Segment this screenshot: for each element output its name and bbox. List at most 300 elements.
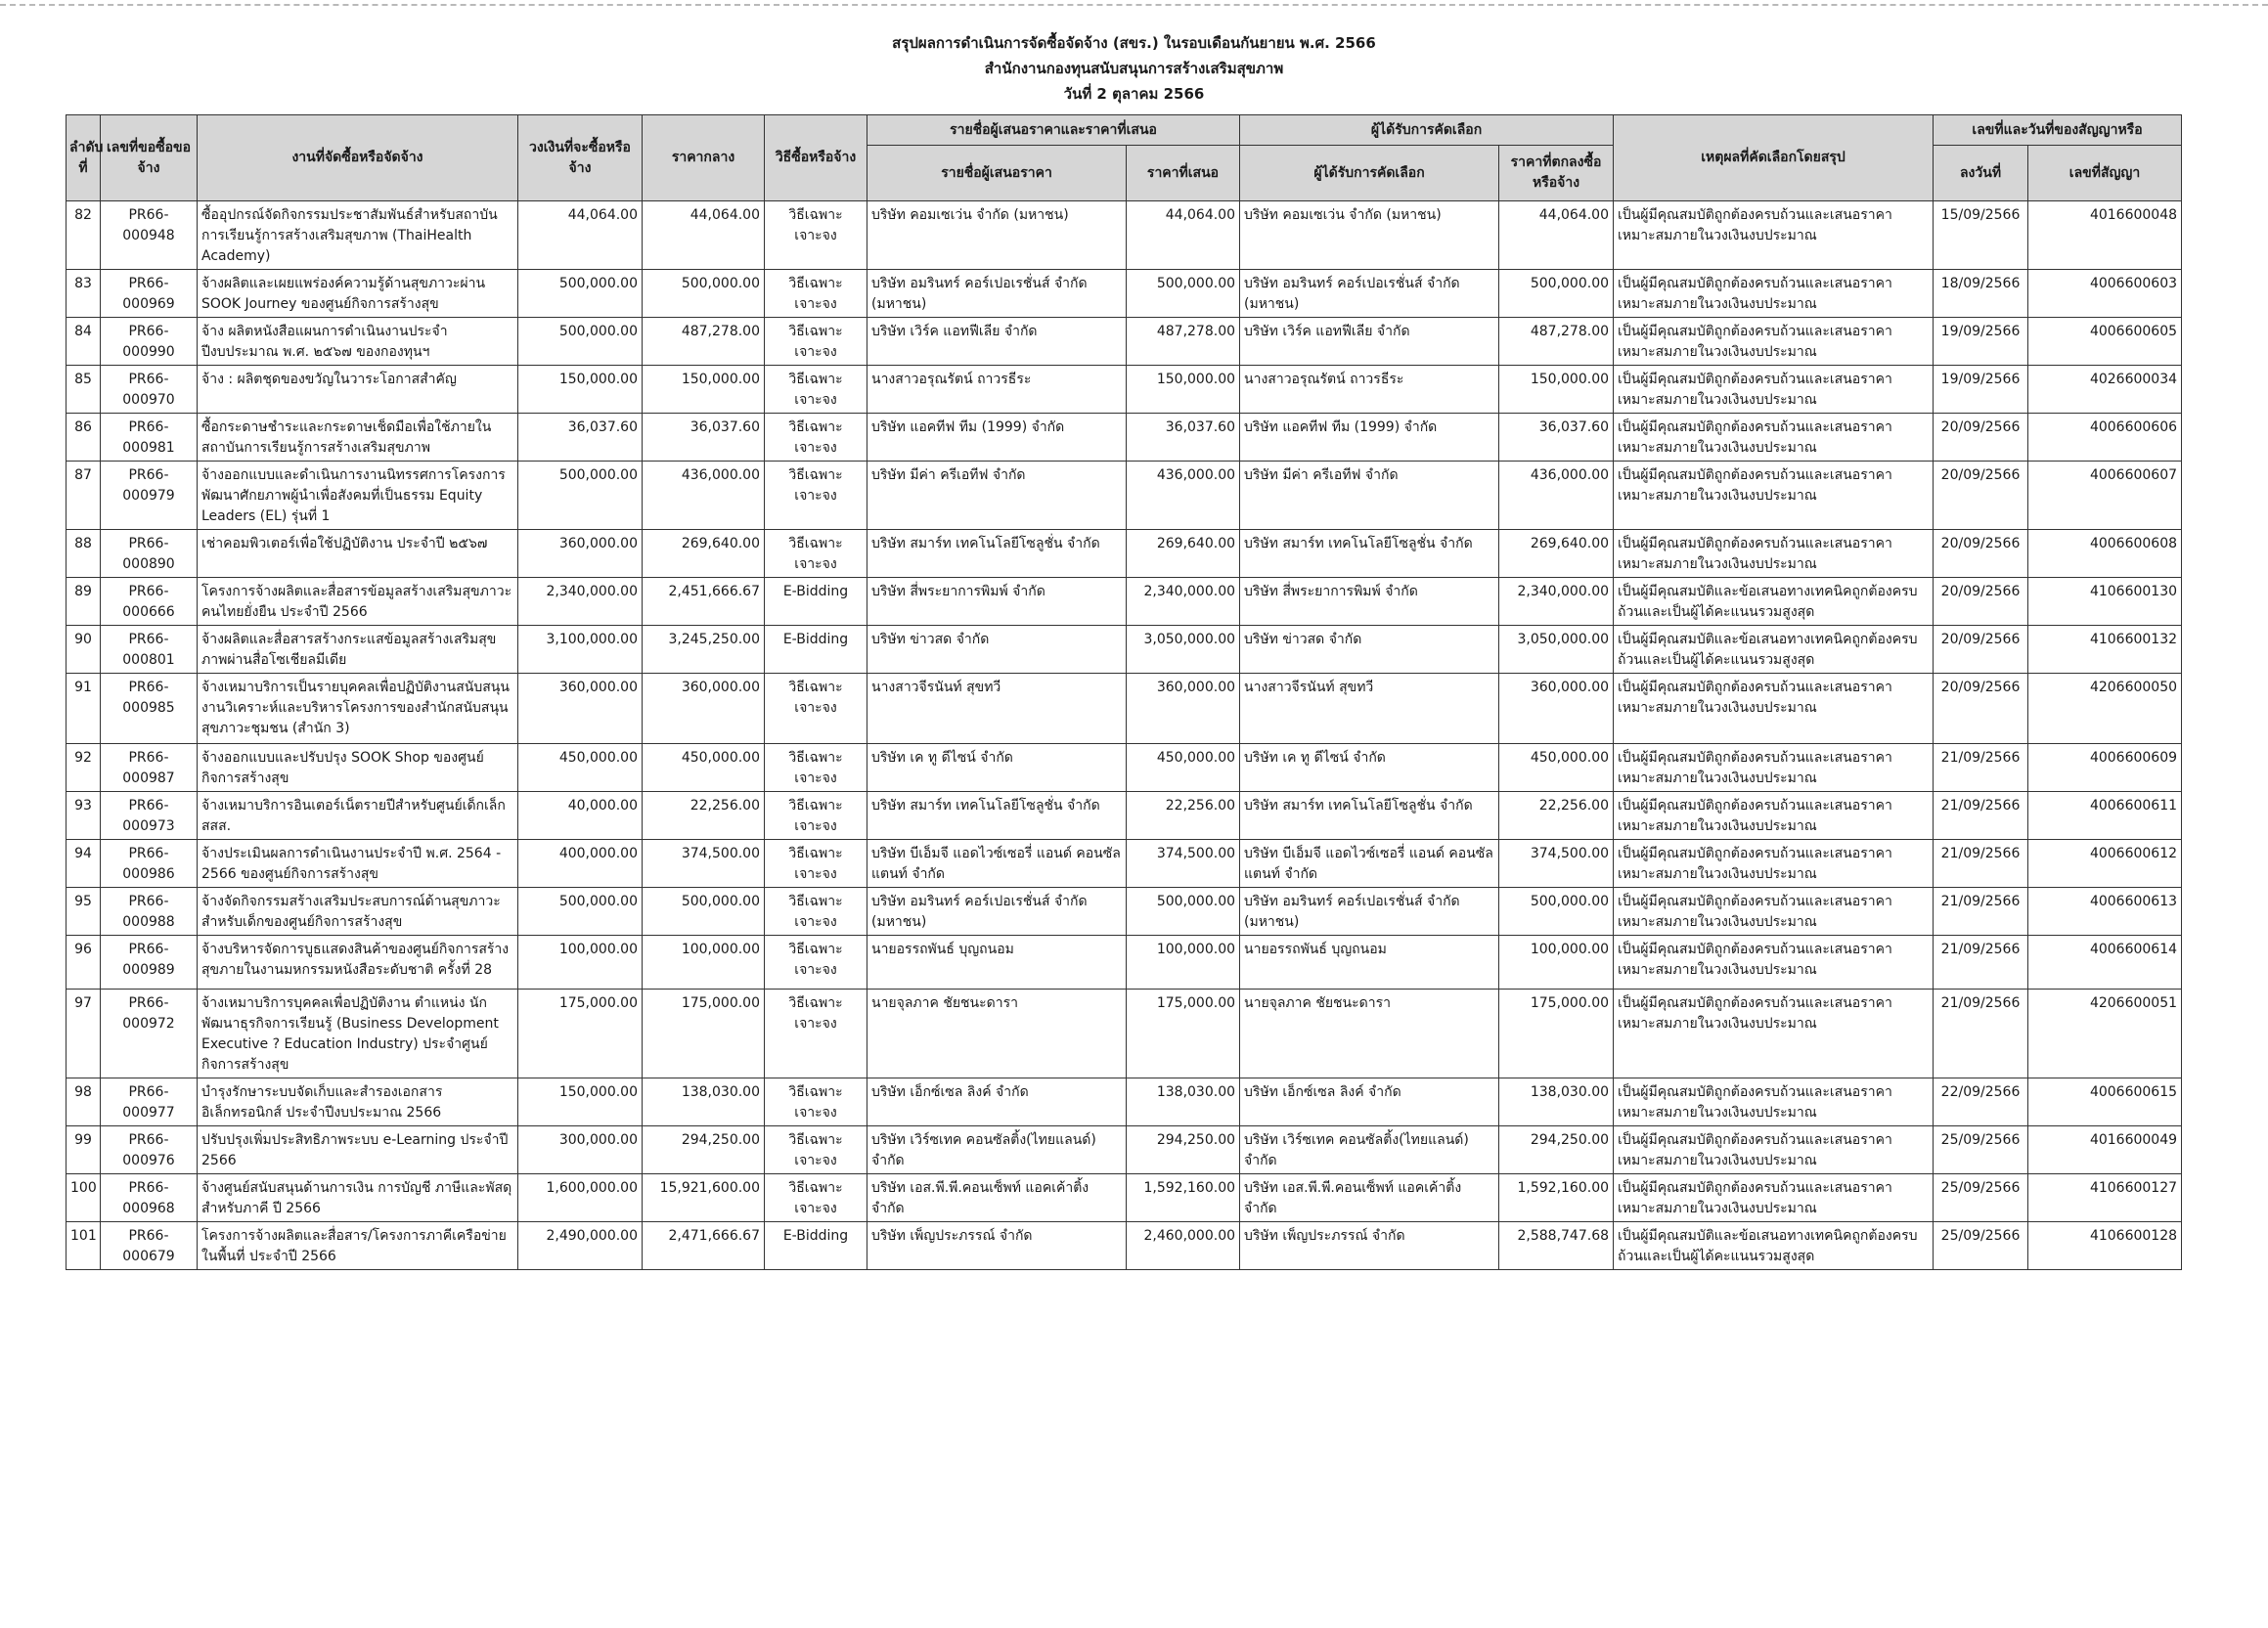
row-number: 82 — [67, 201, 101, 270]
procurement-method: E-Bidding — [765, 1222, 867, 1270]
table-row — [67, 530, 2182, 578]
median-price: 436,000.00 — [643, 462, 765, 530]
table-row — [67, 201, 2182, 270]
contract-number: 4006600615 — [2028, 1078, 2182, 1126]
contract-number: 4006600607 — [2028, 462, 2182, 530]
median-price: 150,000.00 — [643, 366, 765, 414]
pr-number: PR66-000990 — [101, 318, 198, 366]
procurement-table — [66, 114, 2182, 1270]
document-date: วันที่ 2 ตุลาคม 2566 — [1063, 85, 1205, 103]
bid-price: 374,500.00 — [1127, 840, 1240, 888]
pr-number: PR66-000968 — [101, 1174, 198, 1222]
bidder-name: บริษัท เวิร์ซเทค คอนซัลติ้ง(ไทยแลนด์) จำกัด — [867, 1126, 1127, 1174]
agreed-price: 2,340,000.00 — [1499, 578, 1614, 626]
table-row — [67, 1078, 2182, 1126]
bidder-name: บริษัท เวิร์ค แอทฟีเลีย จำกัด — [867, 318, 1127, 366]
bid-price: 487,278.00 — [1127, 318, 1240, 366]
agreed-price: 500,000.00 — [1499, 270, 1614, 318]
budget-amount: 500,000.00 — [518, 318, 643, 366]
bidder-name: นายอรรถพันธ์ บุญถนอม — [867, 936, 1127, 990]
budget-amount: 175,000.00 — [518, 990, 643, 1078]
budget-amount: 44,064.00 — [518, 201, 643, 270]
selection-reason: เป็นผู้มีคุณสมบัติถูกต้องครบถ้วนและเสนอราคาเหมาะสมภายในวงเงินงบประมาณ — [1614, 840, 1934, 888]
contract-date: 21/09/2566 — [1934, 792, 2028, 840]
row-number: 100 — [67, 1174, 101, 1222]
agreed-price: 294,250.00 — [1499, 1126, 1614, 1174]
bid-price: 360,000.00 — [1127, 674, 1240, 744]
contract-date: 25/09/2566 — [1934, 1126, 2028, 1174]
row-number: 93 — [67, 792, 101, 840]
contract-date: 15/09/2566 — [1934, 201, 2028, 270]
pr-number: PR66-000988 — [101, 888, 198, 936]
budget-amount: 360,000.00 — [518, 674, 643, 744]
pr-number: PR66-000976 — [101, 1126, 198, 1174]
selected-vendor: นายจุลภาค ชัยชนะดารา — [1240, 990, 1499, 1078]
work-description: จ้างผลิตและเผยแพร่องค์ความรู้ด้านสุขภาวะผ่าน SOOK Journey ของศูนย์กิจการสร้างสุข — [198, 270, 518, 318]
bidder-name: บริษัท อมรินทร์ คอร์เปอเรชั่นส์ จำกัด (มหาชน) — [867, 270, 1127, 318]
col-header-median-price: ราคากลาง — [643, 115, 765, 201]
bid-price: 138,030.00 — [1127, 1078, 1240, 1126]
table-row — [67, 674, 2182, 744]
selection-reason: เป็นผู้มีคุณสมบัติถูกต้องครบถ้วนและเสนอราคาเหมาะสมภายในวงเงินงบประมาณ — [1614, 530, 1934, 578]
contract-number: 4006600608 — [2028, 530, 2182, 578]
work-description: จ้างเหมาบริการเป็นรายบุคคลเพื่อปฏิบัติงานสนับสนุนงานวิเคราะห์และบริหารโครงการของสำนักสนับสนุนสุขภาวะชุมชน (สำนัก 3) — [198, 674, 518, 744]
bid-price: 294,250.00 — [1127, 1126, 1240, 1174]
median-price: 36,037.60 — [643, 414, 765, 462]
col-header-pr-no: เลขที่ขอซื้อขอจ้าง — [101, 115, 198, 201]
bid-price: 500,000.00 — [1127, 270, 1240, 318]
selected-vendor: บริษัท แอคทีฟ ทีม (1999) จำกัด — [1240, 414, 1499, 462]
pr-number: PR66-000986 — [101, 840, 198, 888]
contract-number: 4006600609 — [2028, 744, 2182, 792]
bid-price: 2,340,000.00 — [1127, 578, 1240, 626]
table-row — [67, 414, 2182, 462]
procurement-method: วิธีเฉพาะเจาะจง — [765, 462, 867, 530]
bidder-name: บริษัท คอมเซเว่น จำกัด (มหาชน) — [867, 201, 1127, 270]
table-row — [67, 462, 2182, 530]
table-row — [67, 578, 2182, 626]
bid-price: 500,000.00 — [1127, 888, 1240, 936]
procurement-method: วิธีเฉพาะเจาะจง — [765, 270, 867, 318]
work-description: จ้างออกแบบและดำเนินการงานนิทรรศการโครงการพัฒนาศักยภาพผู้นำเพื่อสังคมที่เป็นธรรม Equity Leaders (EL) รุ่นที่ 1 — [198, 462, 518, 530]
scan-border-line — [0, 4, 2268, 6]
budget-amount: 2,490,000.00 — [518, 1222, 643, 1270]
table-row — [67, 1174, 2182, 1222]
contract-number: 4106600127 — [2028, 1174, 2182, 1222]
median-price: 15,921,600.00 — [643, 1174, 765, 1222]
table-row — [67, 1222, 2182, 1270]
work-description: จ้างออกแบบและปรับปรุง SOOK Shop ของศูนย์กิจการสร้างสุข — [198, 744, 518, 792]
selection-reason: เป็นผู้มีคุณสมบัติถูกต้องครบถ้วนและเสนอราคาเหมาะสมภายในวงเงินงบประมาณ — [1614, 462, 1934, 530]
row-number: 95 — [67, 888, 101, 936]
budget-amount: 100,000.00 — [518, 936, 643, 990]
bid-price: 44,064.00 — [1127, 201, 1240, 270]
work-description: จ้างผลิตและสื่อสารสร้างกระแสข้อมูลสร้างเสริมสุขภาพผ่านสื่อโซเชียลมีเดีย — [198, 626, 518, 674]
pr-number: PR66-000972 — [101, 990, 198, 1078]
contract-date: 21/09/2566 — [1934, 936, 2028, 990]
median-price: 487,278.00 — [643, 318, 765, 366]
row-number: 83 — [67, 270, 101, 318]
selected-vendor: บริษัท เอส.พี.พี.คอนเซ็พท์ แอคเค้าติ้ง จำกัด — [1240, 1174, 1499, 1222]
contract-date: 25/09/2566 — [1934, 1174, 2028, 1222]
procurement-method: วิธีเฉพาะเจาะจง — [765, 318, 867, 366]
contract-date: 20/09/2566 — [1934, 674, 2028, 744]
budget-amount: 360,000.00 — [518, 530, 643, 578]
contract-date: 20/09/2566 — [1934, 414, 2028, 462]
col-group-bidders: รายชื่อผู้เสนอราคาและราคาที่เสนอ — [867, 115, 1240, 146]
pr-number: PR66-000989 — [101, 936, 198, 990]
bidder-name: บริษัท บีเอ็มจี แอดไวซ์เซอรี่ แอนด์ คอนซัลแตนท์ จำกัด — [867, 840, 1127, 888]
agreed-price: 22,256.00 — [1499, 792, 1614, 840]
agreed-price: 1,592,160.00 — [1499, 1174, 1614, 1222]
col-header-bid-price: ราคาที่เสนอ — [1127, 146, 1240, 201]
budget-amount: 300,000.00 — [518, 1126, 643, 1174]
median-price: 374,500.00 — [643, 840, 765, 888]
bidder-name: นายจุลภาค ชัยชนะดารา — [867, 990, 1127, 1078]
bid-price: 3,050,000.00 — [1127, 626, 1240, 674]
selection-reason: เป็นผู้มีคุณสมบัติถูกต้องครบถ้วนและเสนอราคาเหมาะสมภายในวงเงินงบประมาณ — [1614, 1126, 1934, 1174]
contract-date: 25/09/2566 — [1934, 1222, 2028, 1270]
budget-amount: 40,000.00 — [518, 792, 643, 840]
contract-date: 21/09/2566 — [1934, 744, 2028, 792]
col-group-selected: ผู้ได้รับการคัดเลือก — [1240, 115, 1614, 146]
row-number: 97 — [67, 990, 101, 1078]
contract-date: 20/09/2566 — [1934, 578, 2028, 626]
median-price: 2,451,666.67 — [643, 578, 765, 626]
work-description: จ้างเหมาบริการบุคคลเพื่อปฏิบัติงาน ตำแหน่ง นักพัฒนาธุรกิจการเรียนรู้ (Business Development Executive ? Education Industry) ประจำศูนย์กิจการสร้างสุข — [198, 990, 518, 1078]
agreed-price: 150,000.00 — [1499, 366, 1614, 414]
table-row — [67, 990, 2182, 1078]
table-row — [67, 366, 2182, 414]
selected-vendor: บริษัท เวิร์ซเทค คอนซัลติ้ง(ไทยแลนด์) จำกัด — [1240, 1126, 1499, 1174]
row-number: 99 — [67, 1126, 101, 1174]
median-price: 22,256.00 — [643, 792, 765, 840]
selection-reason: เป็นผู้มีคุณสมบัติถูกต้องครบถ้วนและเสนอราคาเหมาะสมภายในวงเงินงบประมาณ — [1614, 792, 1934, 840]
bid-price: 2,460,000.00 — [1127, 1222, 1240, 1270]
budget-amount: 500,000.00 — [518, 888, 643, 936]
budget-amount: 400,000.00 — [518, 840, 643, 888]
contract-number: 4106600128 — [2028, 1222, 2182, 1270]
bid-price: 22,256.00 — [1127, 792, 1240, 840]
bidder-name: บริษัท เอ็กซ์เซล ลิงค์ จำกัด — [867, 1078, 1127, 1126]
contract-date: 20/09/2566 — [1934, 626, 2028, 674]
row-number: 94 — [67, 840, 101, 888]
agreed-price: 175,000.00 — [1499, 990, 1614, 1078]
work-description: จ้างบริหารจัดการบูธแสดงสินค้าของศูนย์กิจการสร้างสุขภายในงานมหกรรมหนังสือระดับชาติ ครั้งที่ 28 — [198, 936, 518, 990]
work-description: จ้าง ผลิตหนังสือแผนการดำเนินงานประจำปีงบประมาณ พ.ศ. ๒๕๖๗ ของกองทุนฯ — [198, 318, 518, 366]
work-description: โครงการจ้างผลิตและสื่อสารข้อมูลสร้างเสริมสุขภาวะคนไทยยั่งยืน ประจำปี 2566 — [198, 578, 518, 626]
pr-number: PR66-000977 — [101, 1078, 198, 1126]
contract-number: 4006600612 — [2028, 840, 2182, 888]
table-row — [67, 270, 2182, 318]
pr-number: PR66-000666 — [101, 578, 198, 626]
selected-vendor: บริษัท เวิร์ค แอทฟีเลีย จำกัด — [1240, 318, 1499, 366]
selection-reason: เป็นผู้มีคุณสมบัติถูกต้องครบถ้วนและเสนอราคาเหมาะสมภายในวงเงินงบประมาณ — [1614, 414, 1934, 462]
work-description: บำรุงรักษาระบบจัดเก็บและสำรองเอกสารอิเล็กทรอนิกส์ ประจำปีงบประมาณ 2566 — [198, 1078, 518, 1126]
budget-amount: 500,000.00 — [518, 270, 643, 318]
agreed-price: 436,000.00 — [1499, 462, 1614, 530]
col-group-contract: เลขที่และวันที่ของสัญญาหรือ — [1934, 115, 2182, 146]
pr-number: PR66-000801 — [101, 626, 198, 674]
procurement-table-body — [67, 201, 2182, 1270]
procurement-method: E-Bidding — [765, 578, 867, 626]
agreed-price: 3,050,000.00 — [1499, 626, 1614, 674]
work-description: จ้างศูนย์สนับสนุนด้านการเงิน การบัญชี ภาษีและพัสดุสำหรับภาคี ปี 2566 — [198, 1174, 518, 1222]
pr-number: PR66-000973 — [101, 792, 198, 840]
selection-reason: เป็นผู้มีคุณสมบัติถูกต้องครบถ้วนและเสนอราคาเหมาะสมภายในวงเงินงบประมาณ — [1614, 201, 1934, 270]
pr-number: PR66-000890 — [101, 530, 198, 578]
selected-vendor: บริษัท เค ทู ดีไซน์ จำกัด — [1240, 744, 1499, 792]
col-header-contract-date: ลงวันที่ — [1934, 146, 2028, 201]
work-description: ซื้อกระดาษชำระและกระดาษเช็ดมือเพื่อใช้ภายในสถาบันการเรียนรู้การสร้างเสริมสุขภาพ — [198, 414, 518, 462]
agreed-price: 450,000.00 — [1499, 744, 1614, 792]
contract-number: 4006600606 — [2028, 414, 2182, 462]
col-header-agreed-price: ราคาที่ตกลงซื้อหรือจ้าง — [1499, 146, 1614, 201]
median-price: 500,000.00 — [643, 888, 765, 936]
procurement-method: วิธีเฉพาะเจาะจง — [765, 1078, 867, 1126]
procurement-method: วิธีเฉพาะเจาะจง — [765, 414, 867, 462]
selection-reason: เป็นผู้มีคุณสมบัติถูกต้องครบถ้วนและเสนอราคาเหมาะสมภายในวงเงินงบประมาณ — [1614, 366, 1934, 414]
bid-price: 100,000.00 — [1127, 936, 1240, 990]
table-row — [67, 744, 2182, 792]
contract-number: 4006600605 — [2028, 318, 2182, 366]
pr-number: PR66-000987 — [101, 744, 198, 792]
table-row — [67, 792, 2182, 840]
row-number: 86 — [67, 414, 101, 462]
bidder-name: บริษัท สมาร์ท เทคโนโลยีโซลูชั่น จำกัด — [867, 530, 1127, 578]
agreed-price: 138,030.00 — [1499, 1078, 1614, 1126]
row-number: 101 — [67, 1222, 101, 1270]
selected-vendor: บริษัท สี่พระยาการพิมพ์ จำกัด — [1240, 578, 1499, 626]
work-description: จ้าง : ผลิตชุดของขวัญในวาระโอกาสสำคัญ — [198, 366, 518, 414]
median-price: 3,245,250.00 — [643, 626, 765, 674]
work-description: จ้างประเมินผลการดำเนินงานประจำปี พ.ศ. 2564 - 2566 ของศูนย์กิจการสร้างสุข — [198, 840, 518, 888]
bidder-name: บริษัท แอคทีฟ ทีม (1999) จำกัด — [867, 414, 1127, 462]
row-number: 90 — [67, 626, 101, 674]
procurement-method: วิธีเฉพาะเจาะจง — [765, 744, 867, 792]
selected-vendor: นายอรรถพันธ์ บุญถนอม — [1240, 936, 1499, 990]
col-header-contract-no: เลขที่สัญญา — [2028, 146, 2182, 201]
selection-reason: เป็นผู้มีคุณสมบัติถูกต้องครบถ้วนและเสนอราคาเหมาะสมภายในวงเงินงบประมาณ — [1614, 744, 1934, 792]
work-description: โครงการจ้างผลิตและสื่อสาร/โครงการภาคีเครือข่ายในพื้นที่ ประจำปี 2566 — [198, 1222, 518, 1270]
contract-date: 22/09/2566 — [1934, 1078, 2028, 1126]
contract-date: 21/09/2566 — [1934, 888, 2028, 936]
bid-price: 450,000.00 — [1127, 744, 1240, 792]
table-row — [67, 936, 2182, 990]
contract-number: 4006600603 — [2028, 270, 2182, 318]
row-number: 87 — [67, 462, 101, 530]
budget-amount: 150,000.00 — [518, 366, 643, 414]
col-header-work: งานที่จัดซื้อหรือจัดจ้าง — [198, 115, 518, 201]
contract-date: 21/09/2566 — [1934, 840, 2028, 888]
bidder-name: นางสาวจีรนันท์ สุขทวี — [867, 674, 1127, 744]
selection-reason: เป็นผู้มีคุณสมบัติถูกต้องครบถ้วนและเสนอราคาเหมาะสมภายในวงเงินงบประมาณ — [1614, 674, 1934, 744]
row-number: 92 — [67, 744, 101, 792]
selection-reason: เป็นผู้มีคุณสมบัติและข้อเสนอทางเทคนิคถูกต้องครบถ้วนและเป็นผู้ได้คะแนนรวมสูงสุด — [1614, 626, 1934, 674]
row-number: 98 — [67, 1078, 101, 1126]
contract-date: 19/09/2566 — [1934, 318, 2028, 366]
contract-date: 20/09/2566 — [1934, 530, 2028, 578]
agreed-price: 487,278.00 — [1499, 318, 1614, 366]
agreed-price: 44,064.00 — [1499, 201, 1614, 270]
selection-reason: เป็นผู้มีคุณสมบัติถูกต้องครบถ้วนและเสนอราคาเหมาะสมภายในวงเงินงบประมาณ — [1614, 1174, 1934, 1222]
contract-number: 4006600613 — [2028, 888, 2182, 936]
agreed-price: 374,500.00 — [1499, 840, 1614, 888]
selection-reason: เป็นผู้มีคุณสมบัติถูกต้องครบถ้วนและเสนอราคาเหมาะสมภายในวงเงินงบประมาณ — [1614, 1078, 1934, 1126]
budget-amount: 450,000.00 — [518, 744, 643, 792]
median-price: 100,000.00 — [643, 936, 765, 990]
bid-price: 269,640.00 — [1127, 530, 1240, 578]
row-number: 96 — [67, 936, 101, 990]
bidder-name: บริษัท สมาร์ท เทคโนโลยีโซลูชั่น จำกัด — [867, 792, 1127, 840]
contract-number: 4006600611 — [2028, 792, 2182, 840]
pr-number: PR66-000969 — [101, 270, 198, 318]
median-price: 138,030.00 — [643, 1078, 765, 1126]
agreed-price: 2,588,747.68 — [1499, 1222, 1614, 1270]
procurement-method: วิธีเฉพาะเจาะจง — [765, 936, 867, 990]
work-description: ซื้ออุปกรณ์จัดกิจกรรมประชาสัมพันธ์สำหรับสถาบันการเรียนรู้การสร้างเสริมสุขภาพ (ThaiHealth Academy) — [198, 201, 518, 270]
median-price: 175,000.00 — [643, 990, 765, 1078]
selected-vendor: บริษัท บีเอ็มจี แอดไวซ์เซอรี่ แอนด์ คอนซัลแตนท์ จำกัด — [1240, 840, 1499, 888]
pr-number: PR66-000679 — [101, 1222, 198, 1270]
contract-number: 4016600049 — [2028, 1126, 2182, 1174]
table-row — [67, 840, 2182, 888]
procurement-method: วิธีเฉพาะเจาะจง — [765, 792, 867, 840]
row-number: 88 — [67, 530, 101, 578]
selection-reason: เป็นผู้มีคุณสมบัติถูกต้องครบถ้วนและเสนอราคาเหมาะสมภายในวงเงินงบประมาณ — [1614, 990, 1934, 1078]
contract-number: 4016600048 — [2028, 201, 2182, 270]
contract-date: 21/09/2566 — [1934, 990, 2028, 1078]
table-row — [67, 318, 2182, 366]
bidder-name: บริษัท เอส.พี.พี.คอนเซ็พท์ แอคเค้าติ้ง จำกัด — [867, 1174, 1127, 1222]
contract-number: 4206600051 — [2028, 990, 2182, 1078]
pr-number: PR66-000979 — [101, 462, 198, 530]
document-title: สรุปผลการดำเนินการจัดซื้อจัดจ้าง (สขร.) ในรอบเดือนกันยายน พ.ศ. 2566 — [892, 34, 1376, 52]
agreed-price: 500,000.00 — [1499, 888, 1614, 936]
median-price: 44,064.00 — [643, 201, 765, 270]
median-price: 2,471,666.67 — [643, 1222, 765, 1270]
budget-amount: 1,600,000.00 — [518, 1174, 643, 1222]
contract-number: 4026600034 — [2028, 366, 2182, 414]
procurement-method: วิธีเฉพาะเจาะจง — [765, 530, 867, 578]
col-header-selected-name: ผู้ได้รับการคัดเลือก — [1240, 146, 1499, 201]
bidder-name: บริษัท เค ทู ดีไซน์ จำกัด — [867, 744, 1127, 792]
selected-vendor: บริษัท คอมเซเว่น จำกัด (มหาชน) — [1240, 201, 1499, 270]
work-description: เช่าคอมพิวเตอร์เพื่อใช้ปฏิบัติงาน ประจำปี ๒๕๖๗ — [198, 530, 518, 578]
row-number: 84 — [67, 318, 101, 366]
selected-vendor: บริษัท สมาร์ท เทคโนโลยีโซลูชั่น จำกัด — [1240, 530, 1499, 578]
procurement-method: วิธีเฉพาะเจาะจง — [765, 201, 867, 270]
col-header-method: วิธีซื้อหรือจ้าง — [765, 115, 867, 201]
work-description: ปรับปรุงเพิ่มประสิทธิภาพระบบ e-Learning ประจำปี 2566 — [198, 1126, 518, 1174]
row-number: 85 — [67, 366, 101, 414]
work-description: จ้างเหมาบริการอินเตอร์เน็ตรายปีสำหรับศูนย์เด็กเล็ก สสส. — [198, 792, 518, 840]
pr-number: PR66-000948 — [101, 201, 198, 270]
selection-reason: เป็นผู้มีคุณสมบัติถูกต้องครบถ้วนและเสนอราคาเหมาะสมภายในวงเงินงบประมาณ — [1614, 270, 1934, 318]
budget-amount: 2,340,000.00 — [518, 578, 643, 626]
procurement-method: วิธีเฉพาะเจาะจง — [765, 674, 867, 744]
pr-number: PR66-000985 — [101, 674, 198, 744]
selection-reason: เป็นผู้มีคุณสมบัติและข้อเสนอทางเทคนิคถูกต้องครบถ้วนและเป็นผู้ได้คะแนนรวมสูงสุด — [1614, 1222, 1934, 1270]
selected-vendor: บริษัท ข่าวสด จำกัด — [1240, 626, 1499, 674]
bidder-name: บริษัท ข่าวสด จำกัด — [867, 626, 1127, 674]
bidder-name: นางสาวอรุณรัตน์ ถาวรธีระ — [867, 366, 1127, 414]
bid-price: 436,000.00 — [1127, 462, 1240, 530]
selected-vendor: บริษัท เพ็ญประภรรณ์ จำกัด — [1240, 1222, 1499, 1270]
contract-number: 4106600132 — [2028, 626, 2182, 674]
bidder-name: บริษัท มีค่า ครีเอทีฟ จำกัด — [867, 462, 1127, 530]
selection-reason: เป็นผู้มีคุณสมบัติถูกต้องครบถ้วนและเสนอราคาเหมาะสมภายในวงเงินงบประมาณ — [1614, 888, 1934, 936]
agreed-price: 360,000.00 — [1499, 674, 1614, 744]
bid-price: 175,000.00 — [1127, 990, 1240, 1078]
selected-vendor: นางสาวจีรนันท์ สุขทวี — [1240, 674, 1499, 744]
selection-reason: เป็นผู้มีคุณสมบัติถูกต้องครบถ้วนและเสนอราคาเหมาะสมภายในวงเงินงบประมาณ — [1614, 318, 1934, 366]
pr-number: PR66-000970 — [101, 366, 198, 414]
selection-reason: เป็นผู้มีคุณสมบัติถูกต้องครบถ้วนและเสนอราคาเหมาะสมภายในวงเงินงบประมาณ — [1614, 936, 1934, 990]
bid-price: 36,037.60 — [1127, 414, 1240, 462]
median-price: 269,640.00 — [643, 530, 765, 578]
selected-vendor: บริษัท อมรินทร์ คอร์เปอเรชั่นส์ จำกัด (มหาชน) — [1240, 888, 1499, 936]
bidder-name: บริษัท เพ็ญประภรรณ์ จำกัด — [867, 1222, 1127, 1270]
median-price: 450,000.00 — [643, 744, 765, 792]
procurement-method: E-Bidding — [765, 626, 867, 674]
budget-amount: 150,000.00 — [518, 1078, 643, 1126]
selection-reason: เป็นผู้มีคุณสมบัติและข้อเสนอทางเทคนิคถูกต้องครบถ้วนและเป็นผู้ได้คะแนนรวมสูงสุด — [1614, 578, 1934, 626]
procurement-method: วิธีเฉพาะเจาะจง — [765, 888, 867, 936]
col-header-no: ลำดับที่ — [67, 115, 101, 201]
median-price: 360,000.00 — [643, 674, 765, 744]
selected-vendor: บริษัท สมาร์ท เทคโนโลยีโซลูชั่น จำกัด — [1240, 792, 1499, 840]
table-row — [67, 1126, 2182, 1174]
selected-vendor: นางสาวอรุณรัตน์ ถาวรธีระ — [1240, 366, 1499, 414]
bidder-name: บริษัท สี่พระยาการพิมพ์ จำกัด — [867, 578, 1127, 626]
procurement-method: วิธีเฉพาะเจาะจง — [765, 1174, 867, 1222]
row-number: 89 — [67, 578, 101, 626]
col-header-bidder-name: รายชื่อผู้เสนอราคา — [867, 146, 1127, 201]
row-number: 91 — [67, 674, 101, 744]
bidder-name: บริษัท อมรินทร์ คอร์เปอเรชั่นส์ จำกัด (มหาชน) — [867, 888, 1127, 936]
col-header-budget: วงเงินที่จะซื้อหรือจ้าง — [518, 115, 643, 201]
agreed-price: 36,037.60 — [1499, 414, 1614, 462]
selected-vendor: บริษัท อมรินทร์ คอร์เปอเรชั่นส์ จำกัด (มหาชน) — [1240, 270, 1499, 318]
budget-amount: 500,000.00 — [518, 462, 643, 530]
bid-price: 1,592,160.00 — [1127, 1174, 1240, 1222]
table-row — [67, 888, 2182, 936]
median-price: 294,250.00 — [643, 1126, 765, 1174]
agreed-price: 100,000.00 — [1499, 936, 1614, 990]
procurement-method: วิธีเฉพาะเจาะจง — [765, 840, 867, 888]
bid-price: 150,000.00 — [1127, 366, 1240, 414]
contract-number: 4006600614 — [2028, 936, 2182, 990]
selected-vendor: บริษัท มีค่า ครีเอทีฟ จำกัด — [1240, 462, 1499, 530]
selected-vendor: บริษัท เอ็กซ์เซล ลิงค์ จำกัด — [1240, 1078, 1499, 1126]
contract-number: 4106600130 — [2028, 578, 2182, 626]
col-header-reason: เหตุผลที่คัดเลือกโดยสรุป — [1614, 115, 1934, 201]
table-row — [67, 626, 2182, 674]
contract-date: 18/09/2566 — [1934, 270, 2028, 318]
contract-date: 20/09/2566 — [1934, 462, 2028, 530]
work-description: จ้างจัดกิจกรรมสร้างเสริมประสบการณ์ด้านสุขภาวะสำหรับเด็กของศูนย์กิจการสร้างสุข — [198, 888, 518, 936]
pr-number: PR66-000981 — [101, 414, 198, 462]
budget-amount: 3,100,000.00 — [518, 626, 643, 674]
budget-amount: 36,037.60 — [518, 414, 643, 462]
procurement-method: วิธีเฉพาะเจาะจง — [765, 990, 867, 1078]
procurement-method: วิธีเฉพาะเจาะจง — [765, 366, 867, 414]
procurement-method: วิธีเฉพาะเจาะจง — [765, 1126, 867, 1174]
median-price: 500,000.00 — [643, 270, 765, 318]
organization-name: สำนักงานกองทุนสนับสนุนการสร้างเสริมสุขภาพ — [984, 60, 1284, 77]
agreed-price: 269,640.00 — [1499, 530, 1614, 578]
